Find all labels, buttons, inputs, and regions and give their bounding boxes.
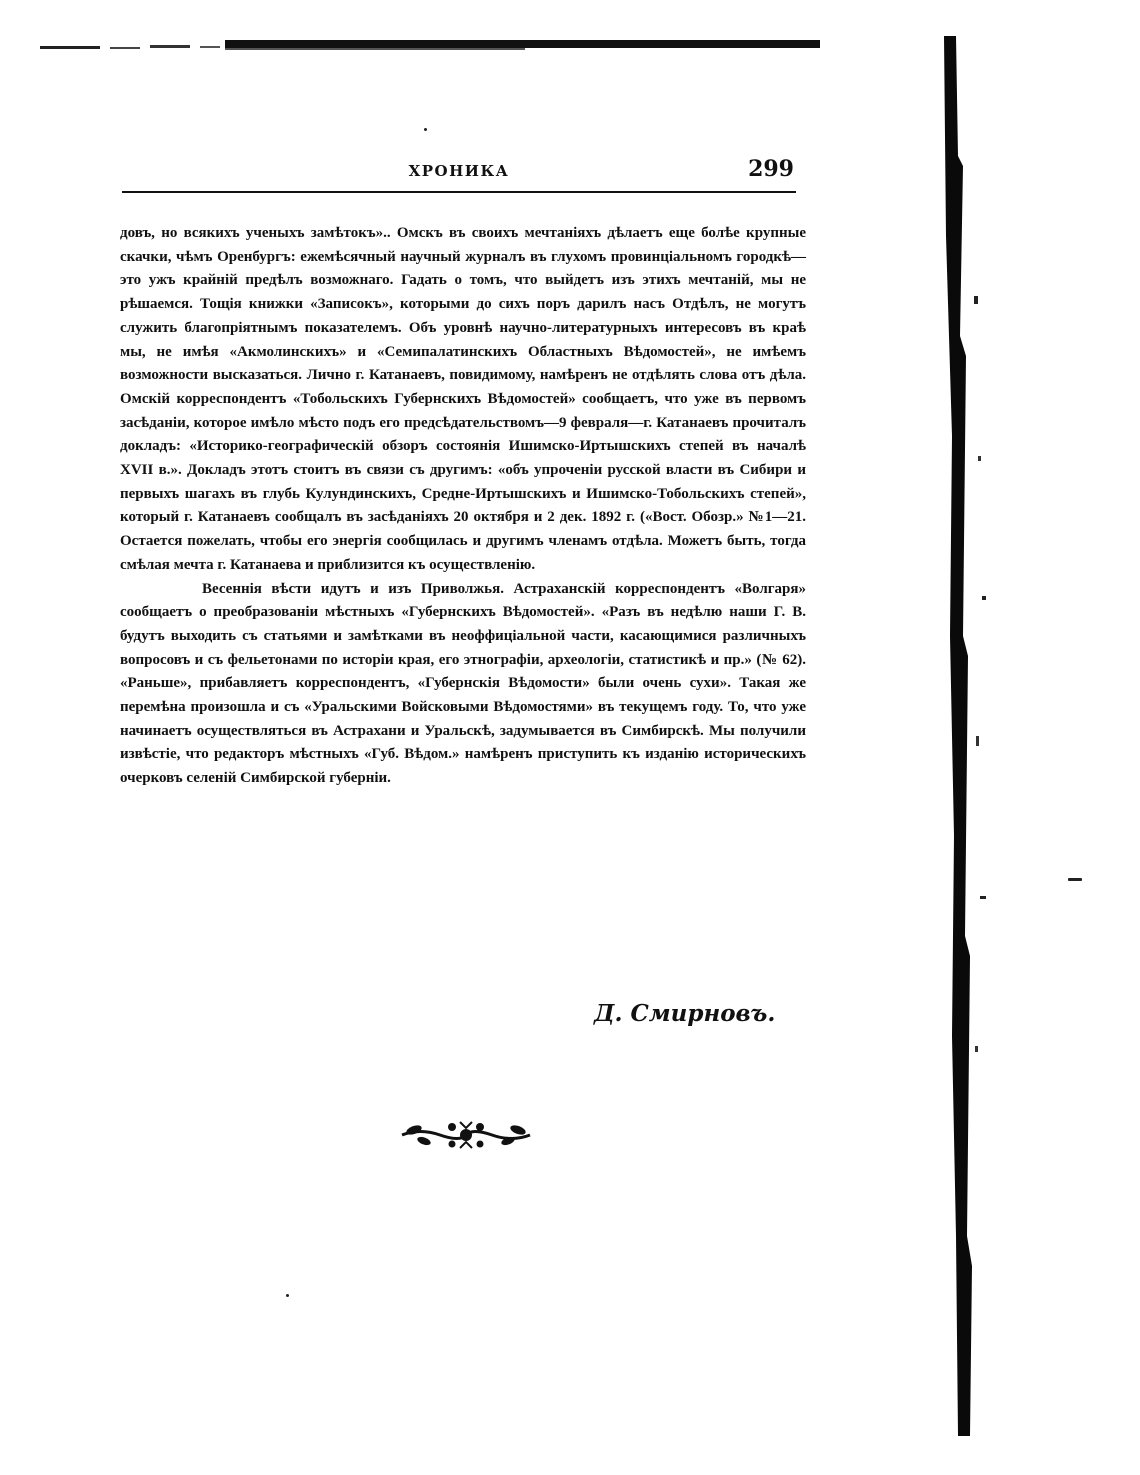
book-spine-shadow (930, 36, 990, 1436)
paragraph: довъ, но всякихъ ученыхъ замѣтокъ».. Омскъ въ своихъ мечтаніяхъ дѣлаетъ еще болѣе крупные скачки, чѣмъ Оренбургъ: ежемѣсячный научный журналъ въ глухомъ провинціальномъ городкѣ—это ужъ крайній предѣлъ возможнаго. Гадать о томъ, что выйдетъ изъ этихъ мечтаній, мы не рѣшаемся. Тощія книжки «Записокъ», которыми до сихъ поръ дарилъ насъ Отдѣлъ, не могутъ служить благопріятнымъ показателемъ. Объ уровнѣ научно-литературныхъ интересовъ въ краѣ мы, не имѣя «Акмолинскихъ» и «Семипалатинскихъ Областныхъ Вѣдомостей», не имѣемъ возможности высказаться. Лично г. Катанаевъ, повидимому, намѣренъ не отдѣлять слова отъ дѣла. Омскій корреспондентъ «Тобольскихъ Губернскихъ Вѣдомостей» сообщаетъ, что уже въ первомъ засѣданіи, которое имѣло мѣсто подъ его предсѣдательствомъ—9 февраля—г. Катанаевъ прочиталъ докладъ: «Историко-географическій обзоръ состоянія Ишимско-Иртышскихъ степей въ началѣ XVII в.». Докладъ этотъ стоитъ въ связи съ другимъ: «объ упроченіи русской власти въ Сибири и первыхъ шагахъ въ глубь Кулундинскихъ, Средне-Иртышскихъ и Ишимско-Тобольскихъ степей», который г. Катанаевъ сообщалъ въ засѣданіяхъ 20 октября и 2 дек. 1892 г. («Вост. Обозр.» №1—21. Остается пожелать, чтобы его энергія сообщилась и другимъ членамъ отдѣла. Можетъ быть, тогда смѣлая мечта г. Катанаева и приблизится къ осуществленію. (120, 225, 806, 573)
scan-edge-top (40, 36, 820, 54)
page-number: 299 (748, 156, 794, 182)
paragraph: Весеннія вѣсти идутъ и изъ Приволжья. Астраханскій корреспондентъ «Волгаря» сообщаетъ о преобразованіи мѣстныхъ «Губернскихъ Вѣдомостей». «Разъ въ недѣлю наши Г. В. будутъ выходить съ статьями и замѣтками въ неоффиціальной части, касающимися различныхъ вопросовъ и съ фельетонами по исторіи края, его этнографіи, археологіи, статистикѣ и пр.» (№ 62). «Раньше», прибавляетъ корреспондентъ, «Губернскія Вѣдомости» были очень сухи». Такая же перемѣна произошла и съ «Уральскими Войсковыми Вѣдомостями» въ текущемъ году. То, что уже начинаетъ осуществляться въ Астрахани и Уральскѣ, задумывается въ Симбирскѣ. Мы получили извѣстіе, что редакторъ мѣстныхъ «Губ. Вѣдом.» намѣренъ приступить къ изданію историческихъ очерковъ селеній Симбирской губерніи. (120, 580, 806, 787)
page-header (122, 158, 796, 188)
scan-speck (1068, 878, 1082, 881)
floral-ornament-icon (400, 1118, 532, 1152)
article-body (120, 222, 806, 791)
scan-speck (286, 1294, 289, 1297)
running-title: ХРОНИКА (408, 162, 510, 180)
scan-speck (424, 128, 427, 131)
header-rule (122, 191, 796, 193)
author-signature: Д. Смирновъ. (594, 1000, 776, 1027)
